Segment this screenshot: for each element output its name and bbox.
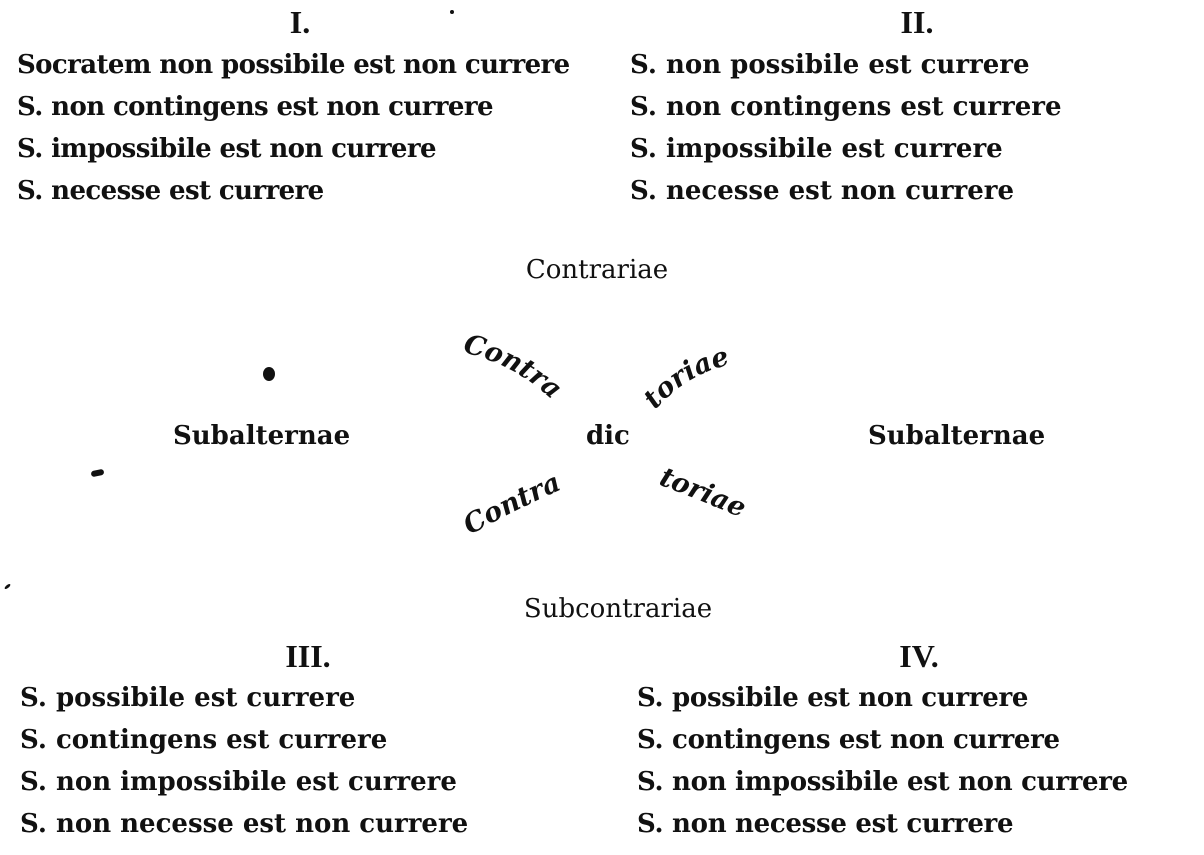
proposition-i-4: S. necesse est currere	[17, 176, 324, 206]
proposition-i-3: S. impossibile est non currere	[17, 134, 436, 164]
group-ii-heading: II.	[900, 4, 934, 40]
ink-speck	[450, 10, 454, 14]
subcontrariae-label: Subcontrariae	[523, 594, 713, 624]
proposition-iv-4: S. non necesse est currere	[637, 809, 1014, 839]
contradictoriae-center-label: dic	[586, 421, 630, 451]
group-iii-heading: III.	[285, 638, 331, 674]
proposition-ii-4: S. necesse est non currere	[630, 176, 1014, 206]
proposition-iii-3: S. non impossibile est currere	[20, 767, 457, 797]
ink-speck	[4, 583, 11, 590]
proposition-ii-2: S. non contingens est currere	[630, 92, 1062, 122]
group-iii-propositions	[20, 677, 468, 845]
proposition-ii-1: S. non possibile est currere	[630, 50, 1030, 80]
proposition-iv-2: S. contingens est non currere	[637, 725, 1060, 755]
proposition-i-2: S. non contingens est non currere	[17, 92, 493, 122]
contradictoriae-upper-left-text: Contra	[460, 328, 569, 406]
ink-speck	[91, 469, 105, 478]
proposition-i-1: Socratem non possibile est non currere	[17, 50, 570, 80]
group-iv-propositions	[637, 677, 1128, 845]
contradictoriae-lower-right-text: toriae	[655, 461, 751, 525]
contradictoriae-upper-right-text: toriae	[637, 340, 733, 415]
ink-speck	[263, 367, 275, 381]
group-iv-heading: IV.	[899, 638, 939, 674]
proposition-iii-2: S. contingens est currere	[20, 725, 388, 755]
group-ii-propositions	[630, 44, 1062, 212]
proposition-iii-1: S. possibile est currere	[20, 683, 356, 713]
proposition-iii-4: S. non necesse est non currere	[20, 809, 469, 839]
proposition-iv-3: S. non impossibile est non currere	[637, 767, 1128, 797]
proposition-ii-3: S. impossibile est currere	[630, 134, 1003, 164]
subalternae-left-label: Subalternae	[173, 421, 351, 451]
subalternae-right-label: Subalternae	[868, 421, 1046, 451]
proposition-iv-1: S. possibile est non currere	[637, 683, 1029, 713]
group-i-heading: I.	[289, 4, 311, 40]
contrariae-label: Contrariae	[525, 255, 669, 285]
group-i-propositions	[17, 44, 570, 212]
contradictoriae-lower-left-text: Contra	[458, 467, 566, 542]
